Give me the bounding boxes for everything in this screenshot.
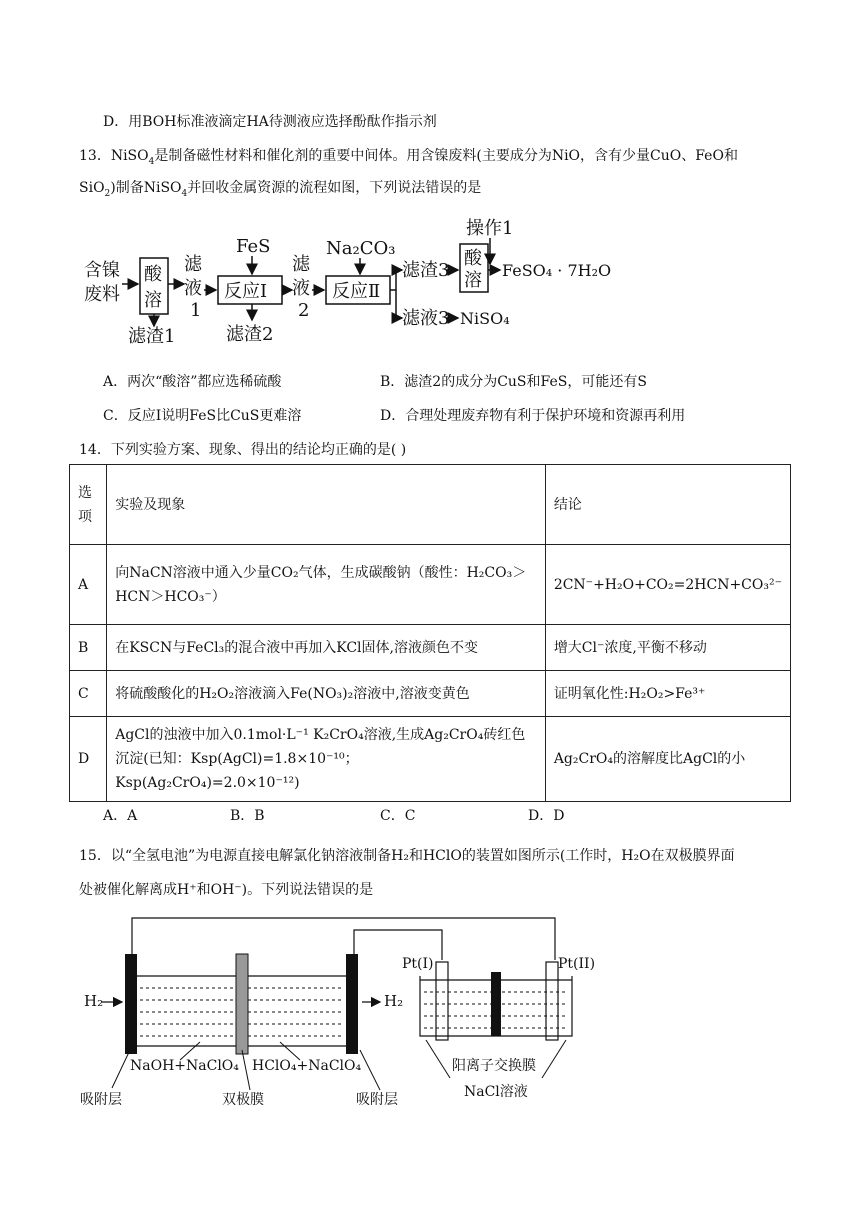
q13-option-c: C．反应I说明FeS比CuS更难溶 [103,408,302,424]
bipolar-membrane [236,954,248,1054]
svg-text:酸: 酸 [464,248,482,269]
header-conclusion: 结论 [545,465,790,545]
left-solution-label: NaOH+NaClO₄ [130,1058,239,1074]
table-row [70,625,791,671]
svg-text:1: 1 [190,300,202,321]
row-conclusion: Ag₂CrO₄的溶解度比AgCl的小 [545,717,790,802]
adsorb-layer-left [125,954,137,1054]
q14-option-d: D．D [528,808,565,824]
bipolar-label: 双极膜 [222,1092,264,1108]
q14-option-b: B．B [230,808,265,824]
right-solution-label: HClO₄+NaClO₄ [252,1058,362,1074]
q15-stem-line1: 15．以“全氢电池”为电源直接电解氯化钠溶液制备H₂和HClO的装置如图所示(工作时，H₂O在双极膜界面 [79,848,735,864]
cation-exchange-membrane [491,972,501,1036]
q14-stem: 14．下列实验方案、现象、得出的结论均正确的是( ) [79,442,407,458]
adsorb-left-label: 吸附层 [80,1092,122,1108]
svg-text:滤: 滤 [292,254,310,275]
svg-text:酸: 酸 [144,264,162,285]
flow-residue3: 滤渣3 [402,260,450,281]
flow-product-feso4: FeSO₄ · 7H₂O [502,261,612,280]
q14-table [69,464,791,802]
row-conclusion: 增大Cl⁻浓度,平衡不移动 [545,625,790,671]
header-experiment: 实验及现象 [107,465,546,545]
svg-text:溶: 溶 [464,270,482,291]
svg-text:液: 液 [184,278,202,299]
flow-residue2: 滤渣2 [226,324,274,344]
q13-option-b: B．滤渣2的成分为CuS和FeS，可能还有S [380,374,647,390]
membrane-label: 阳离子交换膜 [452,1058,536,1074]
flow-start-1: 含镍 [84,260,120,281]
row-conclusion: 证明氧化性:H₂O₂>Fe³⁺ [545,671,790,717]
q14-option-a: A．A [103,808,138,824]
flow-reagent-fes: FeS [236,236,271,257]
table-row [70,671,791,717]
row-label: B [70,625,107,671]
row-experiment: 将硫酸酸化的H₂O₂溶液滴入Fe(NO₃)₂溶液中,溶液变黄色 [107,671,546,717]
svg-text:反应Ⅰ: 反应Ⅰ [224,281,268,302]
svg-text:2: 2 [298,300,310,321]
header-option: 选项 [70,465,107,545]
flow-start-2: 废料 [84,284,120,305]
pt1-label: Pt(I) [402,956,434,972]
svg-text:溶: 溶 [144,290,162,311]
h2-in-label: H₂ [84,992,104,1010]
row-experiment: 向NaCN溶液中通入少量CO₂气体，生成碳酸钠（酸性：H₂CO₃＞HCN＞HCO₃⁻） [107,545,546,625]
q13-stem-line2: SiO$_2$)制备NiSO$_4$并回收金属资源的流程如图，下列说法错误的是 [79,180,482,199]
nacl-label: NaCl溶液 [464,1084,528,1100]
q13-option-d: D．合理处理废弃物有利于保护环境和资源再利用 [380,408,686,424]
q13-flow-chart [80,214,640,344]
row-conclusion: 2CN⁻+H₂O+CO₂=2HCN+CO₃²⁻ [545,545,790,625]
q12-option-d: D．用BOH标准液滴定HA待测液应选择酚酞作指示剂 [103,114,437,130]
row-label: C [70,671,107,717]
flow-residue1: 滤渣1 [128,326,176,344]
q13-stem-line1: 13．NiSO$_4$是制备磁性材料和催化剂的重要中间体。用含镍废料(主要成分为NiO，含有少量CuO、FeO和 [79,148,738,167]
svg-text:反应Ⅱ: 反应Ⅱ [332,281,381,302]
q14-option-c: C．C [380,808,416,824]
q15-apparatus-diagram [80,910,600,1110]
row-label: A [70,545,107,625]
flow-filtrate3: 滤液3 [402,308,450,329]
row-experiment: 在KSCN与FeCl₃的混合液中再加入KCl固体,溶液颜色不变 [107,625,546,671]
table-header-row [70,465,791,545]
table-row [70,717,791,802]
row-experiment: AgCl的浊液中加入0.1mol·L⁻¹ K₂CrO₄溶液,生成Ag₂CrO₄砖红色沉淀(已知：Ksp(AgCl)=1.8×10⁻¹⁰；Ksp(Ag₂CrO₄)=2.0×10⁻¹²) [107,717,546,802]
q15-stem-line2: 处被催化解离成H⁺和OH⁻)。下列说法错误的是 [79,882,374,898]
flow-operation1: 操作1 [466,218,514,239]
h2-out-label: H₂ [384,992,404,1010]
adsorb-layer-right [346,954,358,1054]
adsorb-right-label: 吸附层 [356,1092,398,1108]
svg-text:液: 液 [292,278,310,299]
q13-option-a: A．两次“酸溶”都应选稀硫酸 [103,374,282,390]
svg-text:滤: 滤 [184,254,202,275]
flow-reagent-na2co3: Na₂CO₃ [326,238,396,259]
pt2-label: Pt(II) [558,956,596,972]
row-label: D [70,717,107,802]
table-row [70,545,791,625]
flow-product-niso4: NiSO₄ [460,309,510,328]
